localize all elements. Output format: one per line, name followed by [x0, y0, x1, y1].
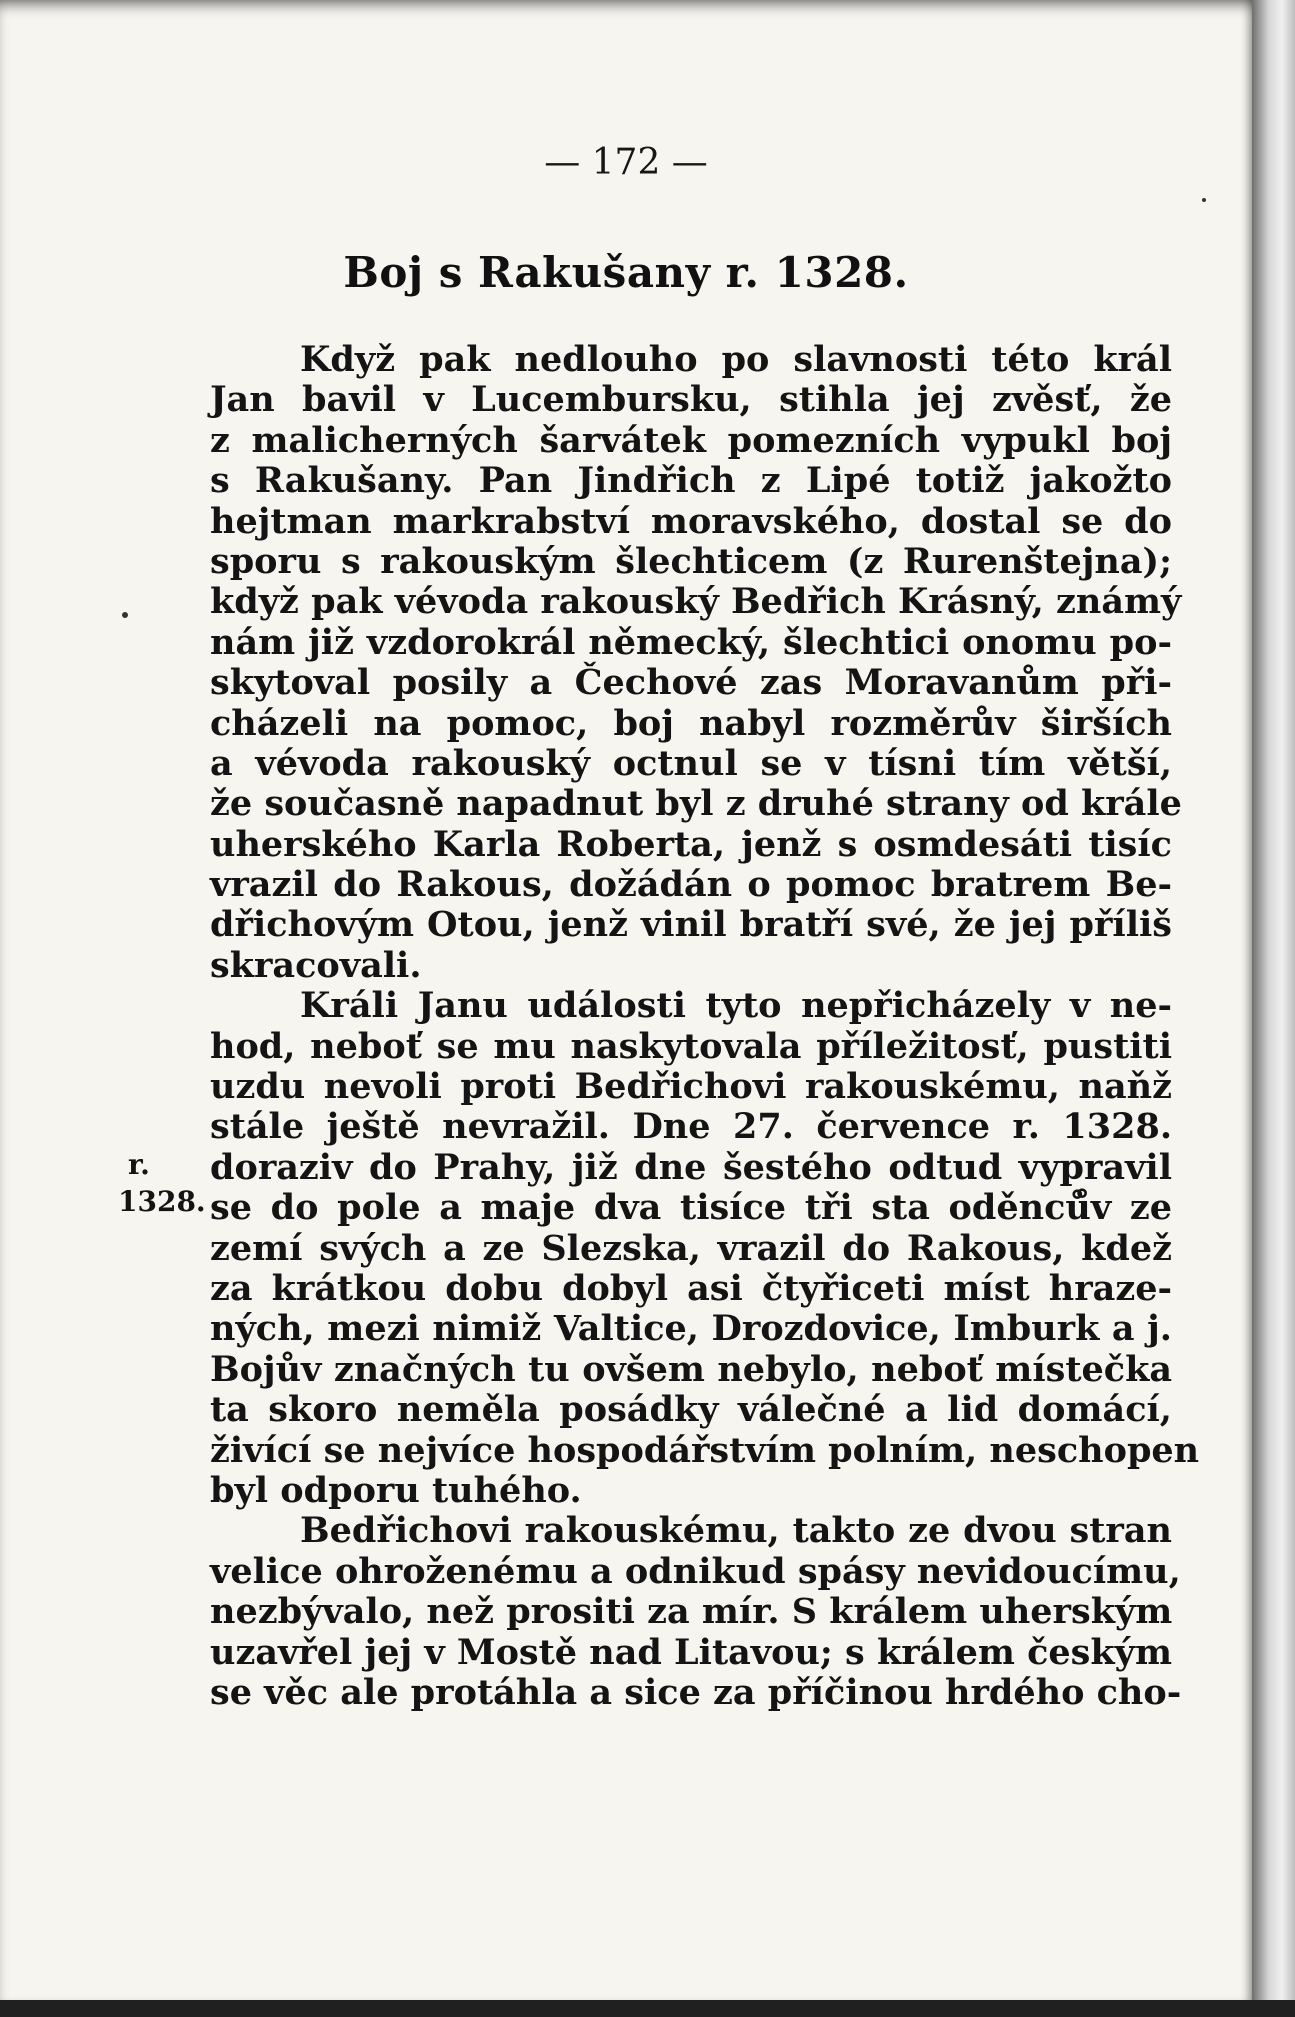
text-line: vrazil do Rakous, dožádán o pomoc bratrem Be-: [210, 864, 1172, 906]
margin-note-year: 1328.: [118, 1185, 206, 1218]
text-line: uzavřel jej v Mostě nad Litavou; s králem českým: [210, 1631, 1172, 1673]
text-line: s Rakušany. Pan Jindřich z Lipé totiž jakožto: [210, 460, 1172, 502]
text-line: ných, mezi nimiž Valtice, Drozdovice, Imburk a j.: [210, 1308, 1172, 1350]
text-line: nám již vzdorokrál německý, šlechtici onomu po-: [210, 621, 1172, 663]
text-line: se do pole a maje dva tisíce tři sta oděnců̊v ze: [210, 1187, 1172, 1229]
text-line: velice ohroženému a odnikud spásy nevidoucímu,: [210, 1550, 1181, 1592]
text-line: z malicherných šarvátek pomezních vypukl boj: [210, 419, 1172, 461]
text-line: dřichovým Otou, jenž vinil bratří své, že jej příliš: [210, 904, 1172, 946]
text-line: hejtman markrabství moravského, dostal se do: [210, 500, 1172, 542]
text-line: že současně napadnut byl z druhé strany od krále: [210, 783, 1182, 825]
page-bottom-edge: [0, 2000, 1295, 2017]
text-line: ta skoro neměla posádky válečné a lid domácí,: [210, 1389, 1172, 1431]
text-line: živící se nejvíce hospodářstvím polním, neschopen: [210, 1429, 1200, 1471]
text-line: byl odporu tuhého.: [210, 1469, 582, 1511]
text-line: Když pak nedlouho po slavnosti této král: [300, 339, 1172, 380]
text-line: uherského Karla Roberta, jenž s osmdesáti tisíc: [210, 823, 1172, 865]
text-line: uzdu nevoli proti Bedřichovi rakouskému, naňž: [210, 1066, 1172, 1108]
ink-speck: [122, 612, 128, 618]
text-line: stále ještě nevražil. Dne 27. července r. 1328.: [210, 1106, 1172, 1148]
page-number: — 172 —: [544, 142, 708, 183]
text-line: nezbývalo, než prositi za mír. S králem uherským: [210, 1591, 1173, 1633]
text-line: Králi Janu události tyto nepřicházely v ne-: [300, 985, 1172, 1027]
text-line: Bojův značných tu ovšem nebylo, neboť místečka: [210, 1348, 1172, 1390]
text-line: cházeli na pomoc, boj nabyl rozměrův širších: [210, 702, 1172, 744]
margin-note-r: r.: [128, 1148, 150, 1181]
text-line: zemí svých a ze Slezska, vrazil do Rakous, kdež: [210, 1227, 1172, 1269]
text-line: za krátkou dobu dobyl asi čtyřiceti míst hraze-: [210, 1267, 1172, 1309]
text-line: Bedřichovi rakouskému, takto ze dvou stran: [300, 1510, 1172, 1552]
page-edge-shadow: [1252, 0, 1295, 2017]
text-line: když pak vévoda rakouský Bedřich Krásný, známý: [210, 581, 1182, 623]
text-line: hod, neboť se mu naskytovala příležitosť, pustiti: [210, 1025, 1172, 1067]
text-line: se věc ale protáhla a sice za příčinou hrdého cho-: [210, 1671, 1182, 1713]
text-line: sporu s rakouským šlechticem (z Rurenštejna);: [210, 540, 1172, 582]
body-text: [210, 339, 1200, 1713]
text-line: doraziv do Prahy, již dne šestého odtud vypravil: [210, 1146, 1172, 1188]
chapter-title: Boj s Rakušany r. 1328.: [343, 248, 909, 297]
text-line: skracovali.: [210, 944, 422, 986]
ink-speck: [1202, 198, 1206, 202]
text-line: skytoval posily a Čechové zas Moravanům při-: [210, 662, 1172, 704]
text-line: a vévoda rakouský octnul se v tísni tím větší,: [210, 742, 1172, 784]
text-line: Jan bavil v Lucembursku, stihla jej zvěsť, že: [210, 379, 1172, 421]
